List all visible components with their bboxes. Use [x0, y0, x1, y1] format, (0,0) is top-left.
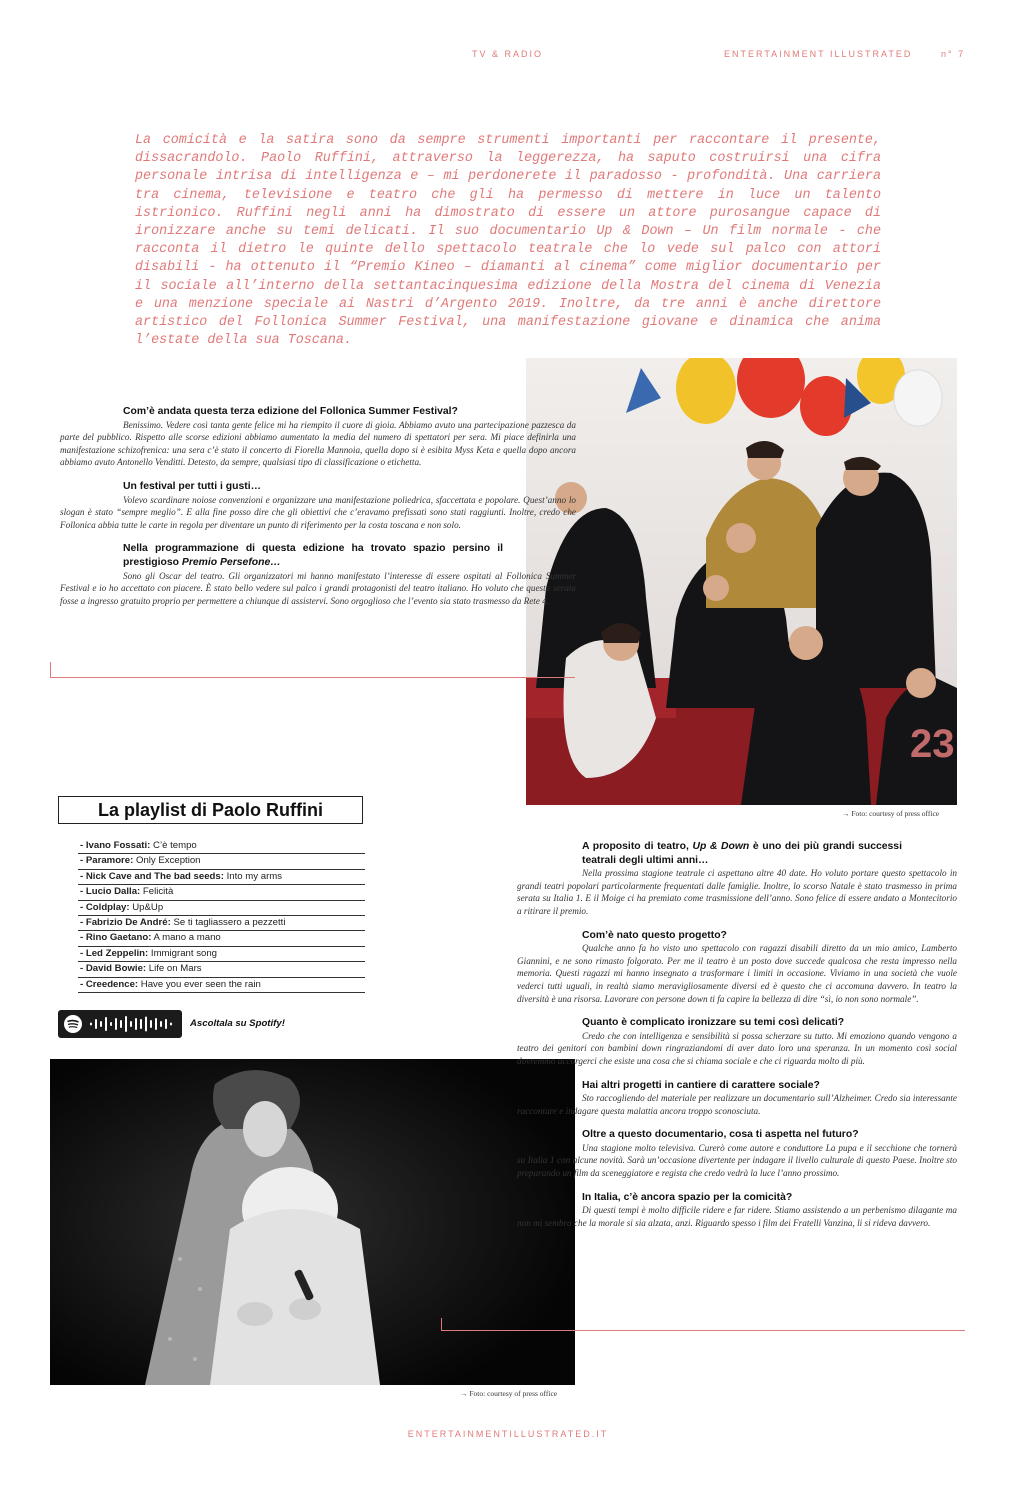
answer: Sto raccogliendo del materiale per realizzare un documentario sull’Alzheimer. Credo sia interessante raccontare e indagare questa malattia ancora troppo sconosciuta. — [517, 1093, 957, 1116]
question-text: A proposito di teatro, — [582, 841, 693, 852]
playlist-artist: - Lucio Dalla: — [80, 886, 141, 898]
page-number: 23 — [910, 722, 955, 766]
playlist-song: Se ti tagliassero a pezzetti — [170, 916, 286, 928]
footer-url[interactable]: ENTERTAINMENTILLUSTRATED.IT — [407, 1429, 609, 1439]
embrace-photo-illustration — [50, 1059, 575, 1385]
playlist-artist: - Nick Cave and The bad seeds: — [80, 870, 224, 882]
intro-paragraph: La comicità e la satira sono da sempre strumenti importanti per raccontare il presente, dissacrandolo. Paolo Ruffini, attraverso la leggerezza, ha saputo costruirsi una cifra personale intrisa di intelligenza e – mi perdonerete il paradosso - profondità. Una carriera tra cinema, televisione e teatro che gli ha permesso di mettere in luce un talento istrionico. Ruffini negli anni ha dimostrato di essere un attore purosangue capace di ironizzare anche su temi delicati. Il suo documentario Up & Down – Un film normale - che racconta il dietro le quinte dello spettacolo teatrale che lo vede sul palco con attori disabili - ha ottenuto il “Premio Kineo – diamanti al cinema” come miglior documentario per il sociale all’interno della settantacinquesima edizione della Mostra del cinema di Venezia e una menzione speciale ai Nastri d’Argento 2019. Inoltre, da tre anni è anche direttore artistico del Follonica Summer Festival, una manifestazione giovane e dinamica che anima l’estate della sua Toscana. — [135, 133, 881, 349]
playlist-song: Immigrant song — [148, 947, 218, 959]
playlist-item — [78, 962, 365, 977]
accent-rule-vertical — [50, 662, 51, 678]
question: Un festival per tutti i gusti… — [123, 480, 261, 492]
answer: Una stagione molto televisiva. Curerò come autore e conduttore La pupa e il secchione che tornerà su Italia 1 con alcune novità. Sarà un’occasione divertente per indagare il livello culturale di questo Paese. Inoltre sto preparando un film da sceneggiatore e regista che credo vedrà la luce l’anno prossimo. — [517, 1142, 957, 1179]
spotify-icon — [58, 1010, 182, 1038]
answer: Volevo scardinare noiose convenzioni e organizzare una manifestazione poliedrica, sfaccettata e popolare. Quest’anno lo slogan è stato “sempre meglio”. E alla fine posso dire che gli obiettivi che c’eravamo prefissati sono stati raggiunti. Inoltre, credo che Follonica abbia tutte le carte in regola per diventare un punto di riferimento per la costa toscana e non solo. — [60, 494, 576, 530]
playlist-song: A mano a mano — [151, 932, 221, 944]
answer: Sono gli Oscar del teatro. Gli organizzatori mi hanno manifestato l’interesse di essere ospitati al Follonica Summer Festival e io ho accettato con piacere. È stato bello vedere sul palco i grandi protagonisti del teatro italiano. Ho voluto che questa serata fosse a ingresso gratuito proprio per permettere a chiunque di assistervi. Sono orgoglioso che l’evento sia stato trasmesso da Rete 4. — [60, 570, 576, 606]
qa-block — [517, 1079, 957, 1118]
section-label: TV & RADIO — [472, 49, 544, 59]
playlist-artist: - Ivano Fossati: — [80, 840, 151, 851]
magazine-name: ENTERTAINMENT ILLUSTRATED — [724, 49, 913, 59]
playlist-song: Have you ever seen the rain — [138, 978, 261, 990]
question: In Italia, c’è ancora spazio per la comicità? — [582, 1191, 793, 1203]
photo-caption-top: → Foto: courtesy of press office — [842, 809, 940, 818]
question-emphasis: Premio Persefone… — [181, 556, 281, 568]
playlist-item — [78, 931, 365, 946]
group-photo — [526, 358, 957, 805]
playlist-title: La playlist di Paolo Ruffini — [58, 796, 363, 824]
playlist-artist: - Rino Gaetano: — [80, 932, 152, 944]
playlist-item — [78, 978, 365, 993]
question-emphasis: Up & Down — [692, 841, 750, 852]
playlist-item — [78, 947, 365, 962]
photo-caption-bottom: → Foto: courtesy of press office — [460, 1389, 558, 1398]
playlist-artist: - Creedence: — [80, 978, 139, 990]
playlist-item — [78, 901, 365, 916]
qa-block — [60, 405, 576, 469]
answer: Qualche anno fa ho visto uno spettacolo con ragazzi disabili diretto da un mio amico, Lamberto Giannini, e ne sono rimasto folgorato. Per me il teatro è un posto dove succede qualcosa che resta impresso nella memoria. Questi ragazzi mi hanno insegnato a trasformare i limiti in occasione. Viviamo in una società che vuole vederci tutti uguali, in realtà siamo meravigliosamente diversi ed è questo che ci accomuna davvero. In teatro la diversità è una risorsa. Lavorare con persone down ti fa capire la bellezza di dire “sì, io non sono normale”. — [517, 943, 957, 1004]
answer: Di questi tempi è molto difficile ridere e far ridere. Stiamo assistendo a un perbenismo dilagante ma non mi sembra che la morale si sia alzata, anzi. Riguardo spesso i film dei Fratelli Vanzina, li si rideva davvero. — [517, 1205, 957, 1228]
playlist-item — [78, 916, 365, 931]
qa-block — [60, 542, 576, 607]
answer: Benissimo. Vedere così tanta gente felice mi ha riempito il cuore di gioia. Abbiamo avuto una partecipazione pazzesca da parte del pubblico. Rispetto alle scorse edizioni abbiamo aumentato la media del numero di spettatori per sera. Mi piace definirla una manifestazione schizofrenica: una sera c’è stato il concerto di Fiorella Mannoia, quella dopo si è esibita Myss Keta e quella dopo ancora abbiamo avuto Antonello Venditti. Detesto, da sempre, qualsiasi tipo di classificazione o etichetta. — [60, 419, 576, 468]
question: Hai altri progetti in cantiere di carattere sociale? — [582, 1079, 820, 1091]
playlist-artist: - Coldplay: — [80, 901, 130, 913]
playlist-song: Up&Up — [129, 901, 164, 913]
spotify-code[interactable] — [58, 1010, 182, 1038]
question-text: Nella programmazione di questa edizione ha trovato spazio persino il prestigioso — [123, 543, 503, 568]
question-text-end: è uno dei più grandi successi teatrali degli ultimi anni… — [582, 841, 902, 866]
qa-block — [517, 929, 957, 1006]
qa-right-column — [517, 840, 957, 1240]
question — [60, 542, 503, 569]
question: Quanto è complicato ironizzare su temi così delicati? — [582, 1017, 845, 1029]
answer: Credo che con intelligenza e sensibilità si possa scherzare su tutto. Mi emoziono quando vengono a teatro dei genitori con bambini down ringraziandomi di aver dato loro una speranza. In un momento così social dovremmo accorgerci che esiste una cosa che si chiama sociale e che ci riguarda molto di più. — [517, 1030, 957, 1066]
qa-block — [517, 1128, 957, 1179]
playlist-item — [78, 854, 365, 869]
embrace-photo — [50, 1059, 575, 1385]
question: Com’è andata questa terza edizione del Follonica Summer Festival? — [123, 406, 458, 417]
playlist-song: Only Exception — [133, 855, 201, 867]
playlist-song: Felicità — [140, 886, 174, 898]
accent-rule — [50, 677, 575, 678]
playlist-song: Life on Mars — [146, 963, 202, 975]
qa-block — [517, 1016, 957, 1067]
playlist-artist: - David Bowie: — [80, 963, 147, 975]
playlist-song: Into my arms — [223, 870, 283, 882]
playlist — [78, 839, 365, 993]
question: Oltre a questo documentario, cosa ti aspetta nel futuro? — [582, 1129, 859, 1141]
accent-rule — [441, 1330, 965, 1331]
playlist-artist: - Paramore: — [80, 855, 134, 867]
playlist-item — [78, 885, 365, 900]
playlist-song: C’è tempo — [150, 840, 197, 851]
qa-block — [517, 1191, 957, 1230]
group-photo-illustration — [526, 358, 957, 805]
playlist-artist: - Led Zeppelin: — [80, 947, 149, 959]
spotify-cta[interactable]: Ascoltala su Spotify! — [190, 1018, 285, 1029]
qa-left-column — [60, 405, 576, 618]
issue-number: n° 7 — [941, 49, 966, 59]
qa-block — [517, 840, 957, 918]
answer: Nella prossima stagione teatrale ci aspettano altre 40 date. Ho voluto portare questo spettacolo in grandi teatri popolari particolarmente frequentati dalle famiglie. Inoltre, lo scorso Natale è stato trasmesso in prima serata su Italia 1. E il Moige ci ha premiato come trasmissione dell’anno. Sono felice di essere andato a Montecitorio a ritirare il premio. — [517, 868, 957, 916]
qa-block — [60, 480, 576, 531]
playlist-artist: - Fabrizio De André: — [80, 916, 171, 928]
playlist-item — [78, 870, 365, 885]
question: Com’è nato questo progetto? — [582, 929, 727, 941]
playlist-item — [78, 839, 365, 854]
question — [517, 840, 902, 867]
